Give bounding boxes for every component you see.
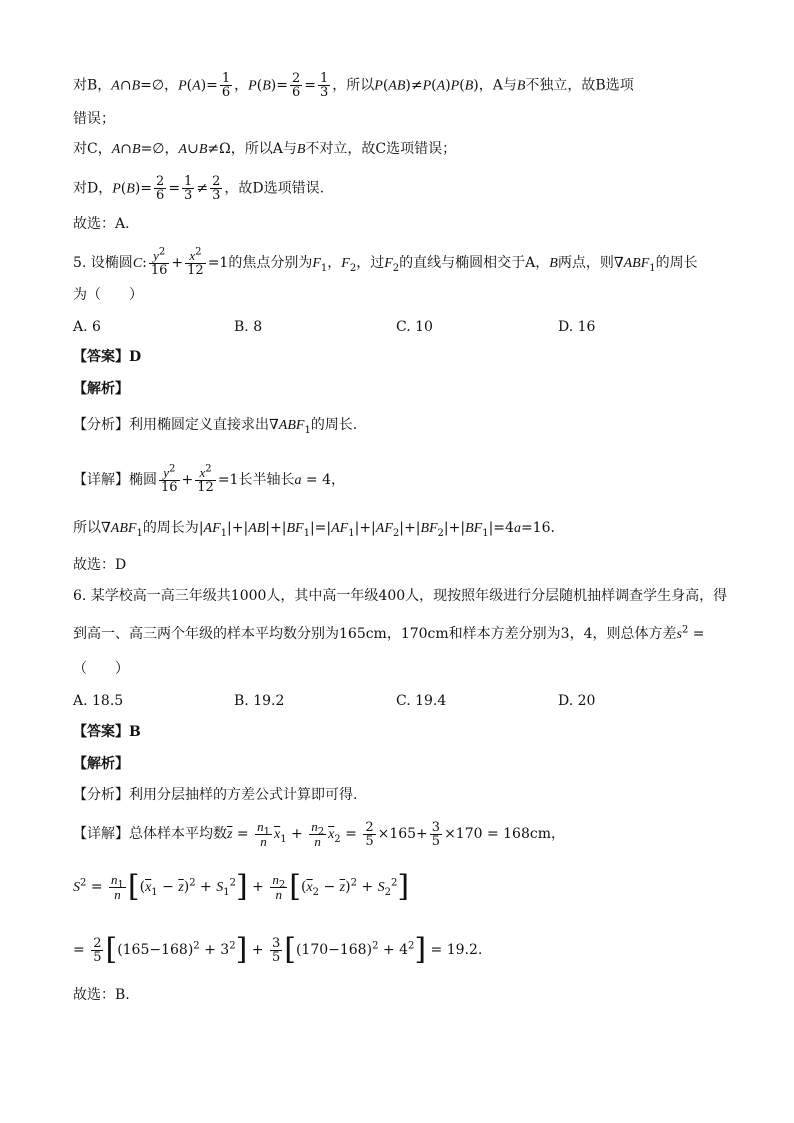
question-6-line-2: 到高一、高三两个年级的样本平均数分别为165cm，170cm和样本方差分别为3，4，则总体方差$s^2$ = [73,624,705,642]
variance-formula: $S^2$ = $\frac{n_1}{n}$ $[(\overline{x}_1 - \overline{z})^2 + S_1^2]$ + $\frac{n_2}{n}$ $[(\overline{x}_2 - \overline{z})^2 + S_2^2]$ [73,869,410,904]
variance-calculation: = $\frac{2}{5}$ $[(165-168)^2 + 3^2]$ + $\frac{3}{5}$ $[(170-168)^2 + 4^2] = 19.2$. [73,932,483,967]
answer-label-6: 【答案】B [73,724,141,740]
detail-5: 【详解】椭圆 $\frac{y^2}{16}$ + $\frac{x^2}{12}$ =1长半轴长a = 4， [73,463,346,495]
option-a: A. 18.5 [73,693,124,709]
solution-b-line-2: 错误； [73,111,115,127]
answer-choice-b: 故选：B. [73,987,130,1003]
option-b: B. 19.2 [234,693,285,709]
question-5-options [73,318,733,336]
option-a: A. 6 [73,319,101,335]
question-6-options [73,692,733,710]
detail-6: 【详解】总体样本平均数$\overline{z}$ = $\frac{n_1}{n}$ $\overline{x}_1$ + $\frac{n_2}{n}$ $\overline{x}_2$ = $\frac{2}{5}$ ×165+ $\frac{3}{5}$ ×170 = 168cm， [73,819,565,849]
answer-choice-a: 故选：A. [73,216,130,232]
solution-c-line: 对C，A∩B=∅，A∪B≠Ω，所以A与B不对立，故C选项错误； [73,141,457,157]
solution-d-line: 对D，P(B)= $\frac{2}{6}$ = $\frac{1}{3}$ ≠ $\frac{2}{3}$ ，故D选项错误. [73,174,325,203]
analysis-label-5: 【解析】 [73,381,129,397]
solution-b-line: 对B，A∩B=∅，P(A)= $\frac{1}{6}$ ，P(B)= $\frac{2}{6}$ = $\frac{1}{3}$ ，所以P(AB)≠P(A)P(B)，A与B不独立，故B选项 [73,71,634,100]
analysis-label-6: 【解析】 [73,756,129,772]
question-5-line-2: 为（ ） [73,287,143,303]
analysis-6: 【分析】利用分层抽样的方差公式计算即可得. [73,787,358,803]
question-6: 6. 某学校高一高三年级共1000人，其中高一年级400人，现按照年级进行分层随机抽样调查学生身高，得 [73,588,728,604]
option-b: B. 8 [234,319,263,335]
question-5: 5. 设椭圆C: $\frac{y^2}{16}$ + $\frac{x^2}{12}$ =1的焦点分别为$F_1$，$F_2$，过$F_2$的直线与椭圆相交于A，B两点，则$\nabla ABF_1$的周长 [73,246,698,278]
answer-label-5: 【答案】D [73,349,142,365]
perimeter-line: 所以$\nabla ABF_1$的周长为$|AF_1|+|AB|+|BF_1|=|AF_1|+|AF_2|+|BF_2|+|BF_1|=4a=16$. [73,520,555,539]
answer-choice-d: 故选：D [73,557,127,573]
analysis-5: 【分析】利用椭圆定义直接求出$\nabla ABF_1$的周长. [73,417,358,436]
option-c: C. 19.4 [396,693,447,709]
option-d: D. 16 [558,319,596,335]
option-d: D. 20 [558,693,596,709]
option-c: C. 10 [396,319,433,335]
question-6-line-3: （ ） [73,661,129,677]
